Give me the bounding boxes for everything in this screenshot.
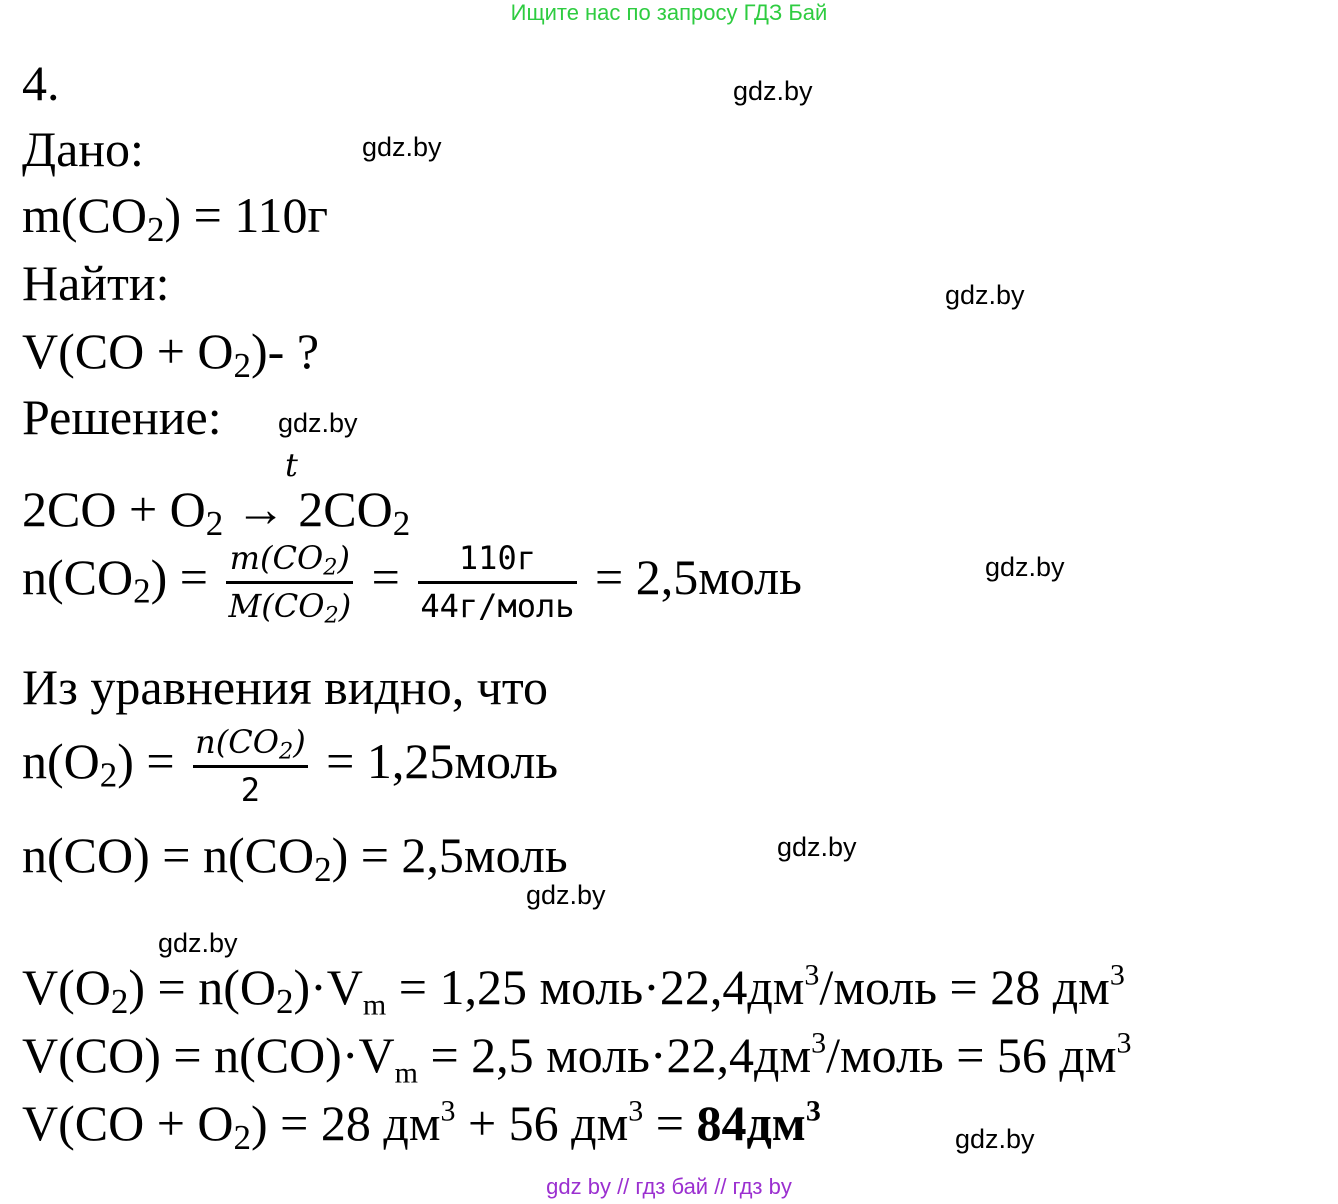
- fraction-numeric: $\frac{110г}{\text{44г/моль}}$: [420, 539, 575, 625]
- v-total-formula: $V(CO + O_2) = 28$ $дм^3 + 56$ $дм^3 = 84дм^3$: [22, 1094, 821, 1157]
- watermark: gdz.by: [158, 928, 238, 958]
- find-volume: $V(CO + O_2)-$ ?: [22, 323, 320, 385]
- watermark: gdz.by: [278, 408, 358, 438]
- v-co-formula: $V(CO) = n(CO)\cdot V_m = 2,5$ $моль\cdot 22,4дм^3$/моль = 56 $дм^3$: [22, 1026, 1132, 1090]
- footer-links[interactable]: gdz by // гдз бай // гдз by: [546, 1174, 792, 1199]
- given-label: Дано:: [22, 121, 144, 177]
- reaction-condition: t: [285, 446, 298, 484]
- watermark: gdz.by: [955, 1124, 1035, 1154]
- find-label: Найти:: [22, 255, 170, 311]
- v-o2-formula: $V(O_2) = n(O_2)\cdot V_m = 1,25$ $моль\cdot 22,4дм^3$/моль = 28 $дм^3$: [22, 958, 1125, 1022]
- reaction-arrow: →: [223, 481, 299, 537]
- watermark: gdz.by: [777, 832, 857, 862]
- given-mass: $m(CO_2) = 110г$: [22, 187, 329, 249]
- watermark: gdz.by: [945, 280, 1025, 310]
- watermark: gdz.by: [733, 76, 813, 106]
- reaction-equation: $2CO + O_2 \to 2CO_2$: [22, 481, 411, 543]
- final-answer: $84дм^3$: [696, 1094, 821, 1151]
- fraction-mass-over-molar: $\frac{m(CO_2)}{M(CO_2)}$: [228, 539, 352, 629]
- n-o2-formula: $n(O_2)$ = $\frac{n(CO_2)}{2}$ = 1,25моль: [22, 723, 559, 809]
- fraction-half: $\frac{n(CO_2)}{2}$: [195, 723, 306, 809]
- watermark: gdz.by: [362, 132, 442, 162]
- from-equation-text: Из уравнения видно, что: [22, 659, 549, 715]
- watermark: gdz.by: [985, 552, 1065, 582]
- n-co2-formula: $n(CO_2)$ = $\frac{m(CO_2)}{M(CO_2)}$ = $\frac{110г}{\text{44г/моль}}$ = 2,5моль: [22, 539, 802, 629]
- watermark: gdz.by: [526, 880, 606, 910]
- search-banner[interactable]: Ищите нас по запросу ГДЗ Бай: [510, 0, 828, 25]
- n-co-formula: $n(CO) = n(CO_2)$ = 2,5моль: [22, 827, 568, 889]
- solution-label: Решение:: [22, 389, 222, 445]
- problem-number: 4.: [22, 55, 60, 111]
